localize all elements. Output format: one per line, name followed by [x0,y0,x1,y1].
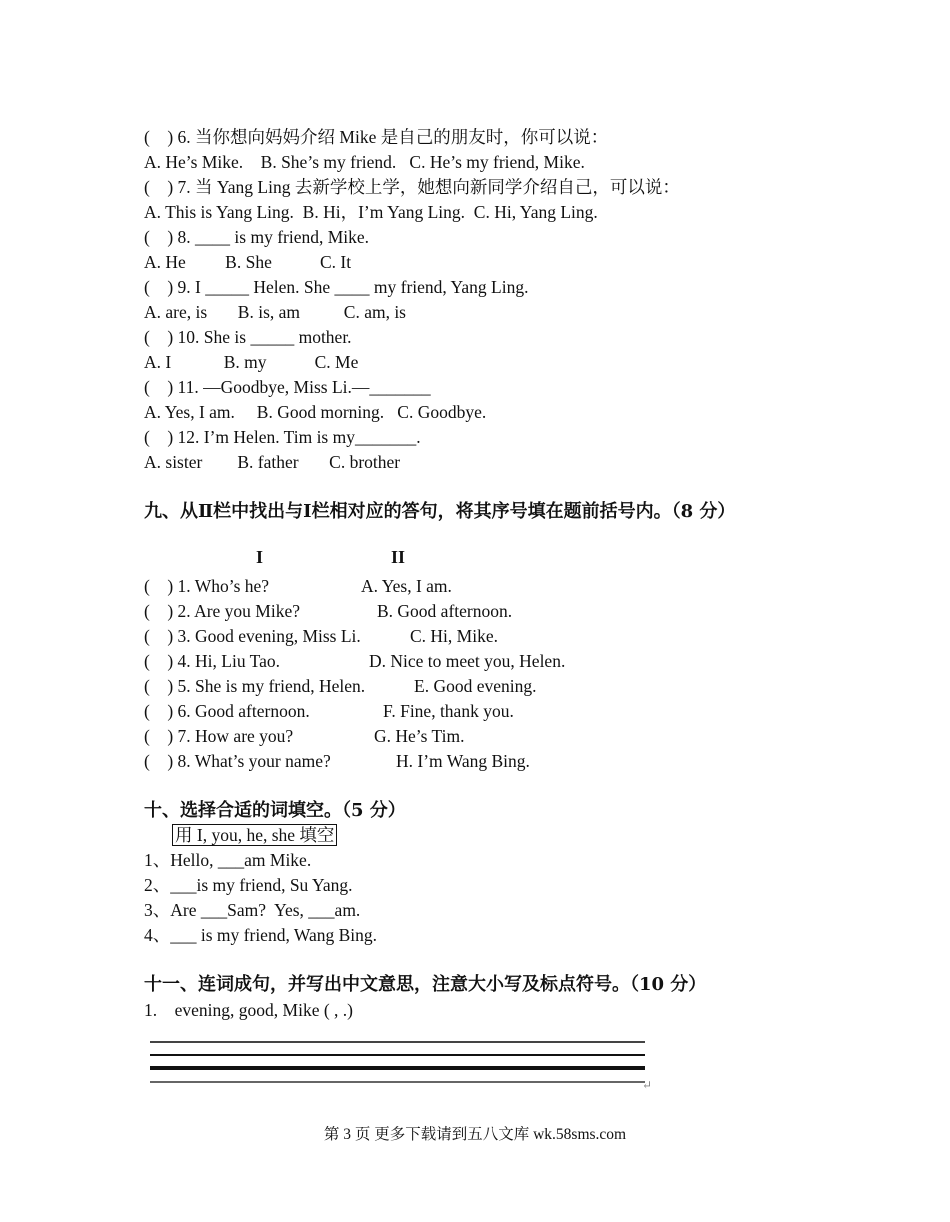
paragraph-mark-icon: ↵ [642,1078,653,1092]
match-right-h: H. I’m Wang Bing. [396,751,530,771]
mc-question-8: ( ) 8. ____ is my friend, Mike. [144,227,370,247]
sentence-item-1: 1. evening, good, Mike ( , .) [144,1000,353,1020]
column-2-header: II [391,547,406,567]
mc-question-11: ( ) 11. —Goodbye, Miss Li.—_______ [144,377,431,397]
writing-line-1 [150,1041,645,1043]
mc-question-12: ( ) 12. I’m Helen. Tim is my_______. [144,427,421,447]
mc-question-6: ( ) 6. 当你想向妈妈介绍 Mike 是自己的朋友时，你可以说： [144,127,609,147]
fill-item-2: 2、___is my friend, Su Yang. [144,875,353,895]
fill-item-3: 3、Are ___Sam? Yes, ___am. [144,900,361,920]
match-right-d: D. Nice to meet you, Helen. [369,651,566,671]
match-left-8: ( ) 8. What’s your name? [144,751,331,771]
match-right-g: G. He’s Tim. [374,726,465,746]
match-left-6: ( ) 6. Good afternoon. [144,701,310,721]
mc-question-9: ( ) 9. I _____ Helen. She ____ my friend, Yang Ling. [144,277,529,297]
match-left-3: ( ) 3. Good evening, Miss Li. [144,626,361,646]
match-left-4: ( ) 4. Hi, Liu Tao. [144,651,281,671]
mc-question-7: ( ) 7. 当 Yang Ling 去新学校上学，她想向新同学介绍自己，可以说： [144,177,680,197]
mc-options-12: A. sister B. father C. brother [144,452,401,472]
word-hint: 用 I, you, he, she 填空 [172,824,337,846]
word-hint-box [172,823,337,848]
mc-options-6: A. He’s Mike. B. She’s my friend. C. He’s my friend, Mike. [144,152,585,172]
writing-line-3 [150,1066,645,1070]
section-10-title: 十、选择合适的词填空。（5 分） [144,800,406,821]
writing-line-4 [150,1081,645,1083]
mc-options-7: A. This is Yang Ling. B. Hi，I’m Yang Ling. C. Hi, Yang Ling. [144,202,598,222]
match-left-7: ( ) 7. How are you? [144,726,294,746]
match-right-e: E. Good evening. [414,676,537,696]
match-left-1: ( ) 1. Who’s he? [144,576,270,596]
match-right-c: C. Hi, Mike. [410,626,498,646]
match-left-2: ( ) 2. Are you Mike? [144,601,301,621]
mc-question-10: ( ) 10. She is _____ mother. [144,327,352,347]
mc-options-9: A. are, is B. is, am C. am, is [144,302,406,322]
match-left-5: ( ) 5. She is my friend, Helen. [144,676,366,696]
section-11-title: 十一、连词成句，并写出中文意思，注意大小写及标点符号。（10 分） [144,974,707,995]
fill-item-4: 4、___ is my friend, Wang Bing. [144,925,378,945]
section-9-title: 九、从Ⅱ栏中找出与Ⅰ栏相对应的答句，将其序号填在题前括号内。（8 分） [144,501,736,522]
writing-line-2 [150,1054,645,1056]
match-right-b: B. Good afternoon. [377,601,513,621]
mc-options-11: A. Yes, I am. B. Good morning. C. Goodbye. [144,402,487,422]
column-1-header: I [256,547,264,567]
fill-item-1: 1、Hello, ___am Mike. [144,850,312,870]
match-right-a: A. Yes, I am. [361,576,452,596]
match-right-f: F. Fine, thank you. [383,701,514,721]
mc-options-8: A. He B. She C. It [144,252,352,272]
mc-options-10: A. I B. my C. Me [144,352,359,372]
page-footer: 第 3 页 更多下载请到五八文库 wk.58sms.com [323,1126,627,1143]
